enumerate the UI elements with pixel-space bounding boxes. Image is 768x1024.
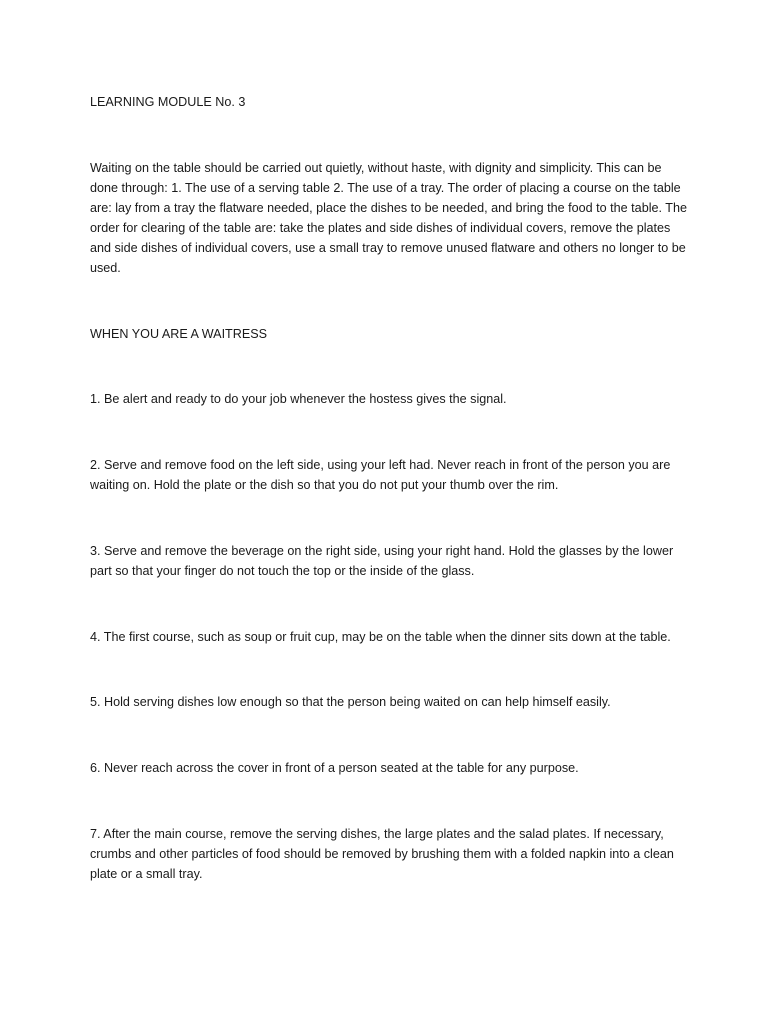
list-item: 2. Serve and remove food on the left side, using your left had. Never reach in front of the person you are waiting on. Hold the plate or the dish so that you do not put your thumb over the rim. (90, 458, 671, 492)
intro-paragraph: Waiting on the table should be carried out quietly, without haste, with dignity and simplicity. This can be done through: 1. The use of a serving table 2. The use of a tray. The order of placing a course on the table are: lay from a tray the flatware needed, place the dishes to be needed, and bring the food to the table. The order for clearing of the table are: take the plates and side dishes of individual covers, remove the plates and side dishes of individual covers, use a small tray to remove unused flatware and others no longer to be used. (90, 161, 687, 275)
list-item: 6. Never reach across the cover in front of a person seated at the table for any purpose. (90, 761, 579, 775)
list-item: 1. Be alert and ready to do your job whenever the hostess gives the signal. (90, 392, 507, 406)
section-heading: WHEN YOU ARE A WAITRESS (90, 327, 268, 341)
list-item: 4. The first course, such as soup or fruit cup, may be on the table when the dinner sits down at the table. (90, 630, 671, 644)
document-title: LEARNING MODULE No. 3 (90, 95, 246, 109)
list-item: 5. Hold serving dishes low enough so that the person being waited on can help himself easily. (90, 695, 611, 709)
list-item: 3. Serve and remove the beverage on the right side, using your right hand. Hold the glasses by the lower part so that your finger do not touch the top or the inside of the glass. (90, 544, 674, 578)
list-item: 7. After the main course, remove the serving dishes, the large plates and the salad plates. If necessary, crumbs and other particles of food should be removed by brushing them with a folded napkin into a clean plate or a small tray. (90, 827, 674, 881)
